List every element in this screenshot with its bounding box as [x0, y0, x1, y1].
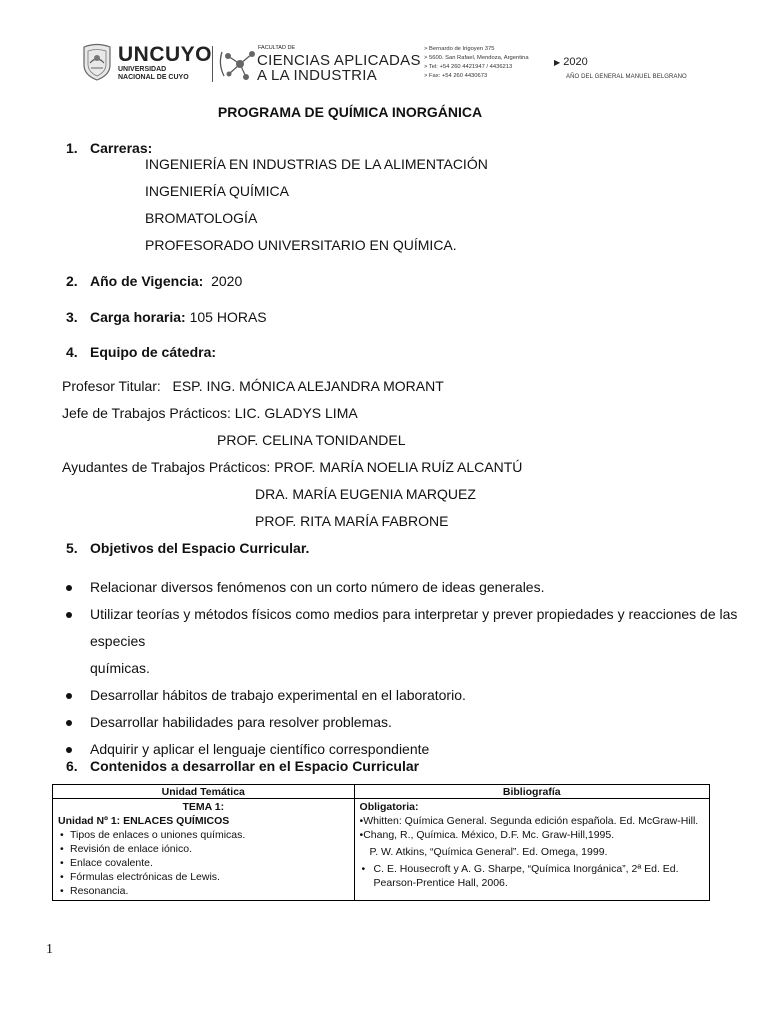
- section-label: Objetivos del Espacio Curricular.: [90, 540, 310, 556]
- unidad-title: Unidad Nº 1: ENLACES QUÍMICOS: [58, 815, 230, 827]
- objectives-list: [60, 574, 740, 763]
- list-item: [60, 574, 740, 601]
- career-item: PROFESORADO UNIVERSITARIO EN QUÍMICA.: [145, 237, 457, 253]
- career-item: BROMATOLOGÍA: [145, 210, 258, 226]
- list-item: [60, 682, 740, 709]
- staff-jtp: [62, 405, 358, 421]
- bibliography-entry: P. W. Atkins, “Química General”. Ed. Omega, 1999.: [369, 846, 608, 858]
- staff-name: ESP. ING. MÓNICA ALEJANDRA MORANT: [172, 378, 444, 394]
- objective-text: químicas.: [90, 660, 150, 676]
- university-subtitle: [118, 66, 189, 82]
- section-number: 5.: [66, 540, 78, 556]
- university-subtitle-line2: NACIONAL DE CUYO: [118, 74, 189, 81]
- section-equipo: [66, 344, 216, 360]
- career-item: INGENIERÍA EN INDUSTRIAS DE LA ALIMENTACIÓN: [145, 156, 488, 172]
- contents-table: [52, 784, 710, 901]
- table-cell-bibliografia: [354, 799, 709, 901]
- staff-name: LIC. GLADYS LIMA: [234, 405, 358, 421]
- career-item: INGENIERÍA QUÍMICA: [145, 183, 289, 199]
- section-contenidos: [66, 758, 419, 774]
- section-label: Carga horaria:: [90, 309, 186, 325]
- bibliography-entry: •Whitten: Química General. Segunda edición española. Ed. McGraw-Hill.: [359, 815, 699, 827]
- contact-fax: > Fax: +54 260 4430673: [424, 73, 488, 79]
- section-carreras: [66, 140, 152, 156]
- year-caption: AÑO DEL GENERAL MANUEL BELGRANO: [566, 74, 687, 80]
- bullet-icon: [66, 747, 72, 753]
- list-item: • Fórmulas electrónicas de Lewis.: [58, 870, 349, 884]
- bullet-icon: [66, 720, 72, 726]
- table-row: [53, 799, 710, 901]
- tema-label: TEMA 1:: [182, 801, 225, 813]
- bibliography-entry: •Chang, R., Química. México, D.F. Mc. Graw-Hill,1995.: [359, 829, 615, 841]
- contact-address: > Bernardo de Irigoyen 375: [424, 46, 495, 52]
- faculty-prefix-line1: FACULTAD DE: [258, 45, 296, 51]
- column-header: Bibliografía: [354, 785, 709, 799]
- faculty-molecule-icon: [216, 44, 260, 84]
- faculty-prefix: [258, 45, 295, 51]
- bibliography-entry-text: C. E. Housecroft y A. G. Sharpe, “Química Inorgánica”, 2ª Ed. Ed. Pearson-Prentice Hall, 2006.: [373, 863, 679, 889]
- bullet-icon: [66, 585, 72, 591]
- section-carga-horaria: [66, 309, 267, 325]
- list-item: [60, 601, 740, 655]
- column-header: Unidad Temática: [53, 785, 355, 799]
- staff-titular: [62, 378, 444, 394]
- university-subtitle-line1: UNIVERSIDAD: [118, 66, 167, 73]
- bibliography-heading: Obligatoria:: [359, 801, 419, 813]
- section-number: 6.: [66, 758, 78, 774]
- bullet-icon: [66, 693, 72, 699]
- contact-phone: > Tel: +54 260 4421947 / 4436213: [424, 64, 513, 70]
- contact-info: [424, 45, 529, 81]
- list-item: • Revisión de enlace iónico.: [58, 842, 349, 856]
- staff-role-label: Profesor Titular:: [62, 378, 161, 394]
- table-header-row: [53, 785, 710, 799]
- page-number: 1: [46, 942, 53, 957]
- faculty-name-line2: A LA INDUSTRIA: [257, 67, 378, 84]
- section-label: Contenidos a desarrollar en el Espacio Curricular: [90, 758, 420, 774]
- letterhead: [80, 40, 700, 90]
- table-cell-unidad: [53, 799, 355, 901]
- header-divider: [212, 46, 213, 82]
- year-label: 2020: [563, 56, 588, 68]
- faculty-name-line1: CIENCIAS APLICADAS: [257, 52, 421, 69]
- list-item: • Resonancia.: [58, 884, 349, 898]
- section-label: Carreras:: [90, 140, 153, 156]
- section-value: 105 HORAS: [189, 309, 267, 325]
- university-name: UNCUYO: [118, 43, 213, 66]
- section-label: Año de Vigencia:: [90, 273, 204, 289]
- topics-list: [58, 828, 349, 898]
- section-number: 2.: [66, 273, 78, 289]
- objective-text: Relacionar diversos fenómenos con un corto número de ideas generales.: [90, 579, 545, 595]
- staff-role-label: Ayudantes de Trabajos Prácticos:: [62, 459, 271, 475]
- bullet-icon: [66, 612, 72, 618]
- section-number: 4.: [66, 344, 78, 360]
- list-item: • Enlace covalente.: [58, 856, 349, 870]
- section-vigencia: [66, 273, 242, 289]
- objective-text: Adquirir y aplicar el lenguaje científico correspondiente: [90, 741, 430, 757]
- page-title: PROGRAMA DE QUÍMICA INORGÁNICA: [217, 104, 483, 120]
- section-number: 1.: [66, 140, 78, 156]
- section-objetivos: [66, 540, 309, 556]
- list-item: [60, 709, 740, 736]
- staff-ayudantes: [62, 459, 522, 475]
- list-item-continuation: [60, 655, 740, 682]
- staff-name: PROF. CELINA TONIDANDEL: [217, 432, 406, 448]
- list-item: • Tipos de enlaces o uniones químicas.: [58, 828, 349, 842]
- section-label: Equipo de cátedra:: [90, 344, 217, 360]
- staff-role-label: Jefe de Trabajos Prácticos:: [62, 405, 231, 421]
- play-arrow-icon: ▶: [554, 58, 561, 67]
- year-mark: [554, 56, 588, 68]
- objective-text: Utilizar teorías y métodos físicos como medios para interpretar y prever propiedades y reacciones de las especies: [90, 606, 738, 649]
- section-value: 2020: [211, 273, 243, 289]
- staff-name: PROF. RITA MARÍA FABRONE: [255, 513, 449, 529]
- university-seal-icon: [80, 43, 114, 81]
- contact-city: > 5600. San Rafael, Mendoza, Argentina: [424, 55, 529, 61]
- objective-text: Desarrollar hábitos de trabajo experimental en el laboratorio.: [90, 687, 466, 703]
- section-number: 3.: [66, 309, 78, 325]
- staff-name: DRA. MARÍA EUGENIA MARQUEZ: [255, 486, 476, 502]
- objective-text: Desarrollar habilidades para resolver problemas.: [90, 714, 392, 730]
- bibliography-entry: [360, 862, 704, 890]
- bullet-icon: •: [361, 863, 366, 875]
- staff-name: PROF. MARÍA NOELIA RUÍZ ALCANTÚ: [274, 459, 523, 475]
